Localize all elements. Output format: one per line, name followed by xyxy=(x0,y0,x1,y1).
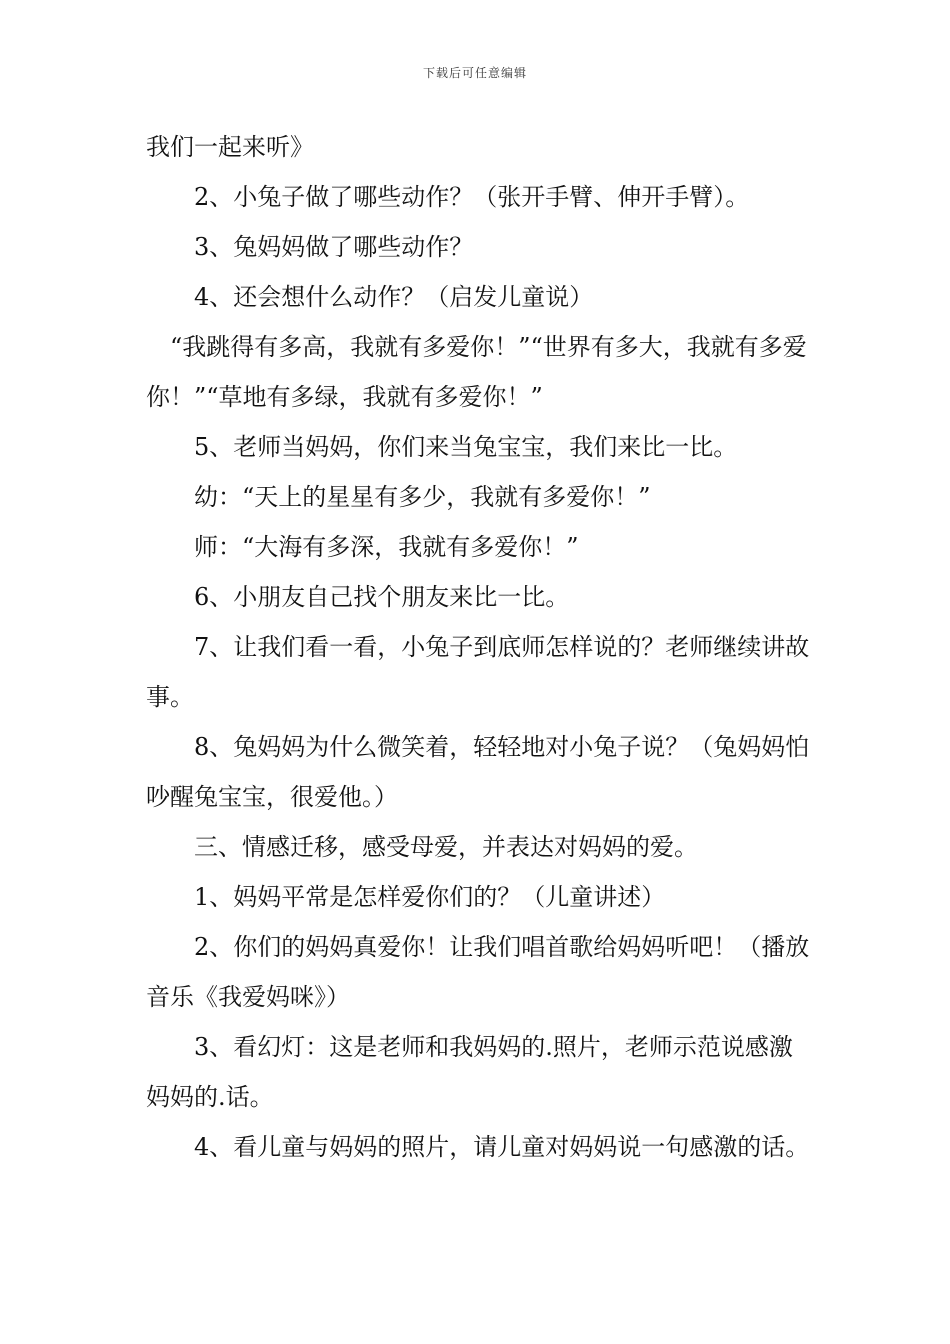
paragraph: 2、小兔子做了哪些动作？（张开手臂、伸开手臂）。 xyxy=(146,183,750,211)
paragraph: 4、看儿童与妈妈的照片，请儿童对妈妈说一句感激的话。 xyxy=(146,1133,810,1161)
document-body xyxy=(146,122,811,1172)
paragraph: 4、还会想什么动作？（启发儿童说） xyxy=(146,283,594,311)
paragraph: 8、兔妈妈为什么微笑着，轻轻地对小兔子说？（兔妈妈怕吵醒兔宝宝，很爱他。） xyxy=(146,733,810,811)
paragraph: 7、让我们看一看，小兔子到底师怎样说的？老师继续讲故事。 xyxy=(146,633,810,711)
page-header: 下载后可任意编辑 xyxy=(422,66,527,80)
paragraph: 5、老师当妈妈，你们来当兔宝宝，我们来比一比。 xyxy=(146,433,738,461)
paragraph: 3、看幻灯：这是老师和我妈妈的.照片，老师示范说感激妈妈的.话。 xyxy=(146,1033,793,1111)
paragraph: 幼：“天上的星星有多少，我就有多爱你！” xyxy=(146,483,651,511)
paragraph: 师：“大海有多深，我就有多爱你！” xyxy=(146,533,579,561)
paragraph: “我跳得有多高，我就有多爱你！”“世界有多大，我就有多爱你！”“草地有多绿，我就有多爱你！” xyxy=(146,333,807,411)
paragraph: 三、情感迁移，感受母爱，并表达对妈妈的爱。 xyxy=(146,833,698,861)
paragraph: 2、你们的妈妈真爱你！让我们唱首歌给妈妈听吧！（播放音乐《我爱妈咪》） xyxy=(146,933,810,1011)
paragraph: 3、兔妈妈做了哪些动作？ xyxy=(146,233,474,261)
paragraph: 我们一起来听》 xyxy=(146,133,314,161)
paragraph: 6、小朋友自己找个朋友来比一比。 xyxy=(146,583,570,611)
paragraph: 1、妈妈平常是怎样爱你们的？（儿童讲述） xyxy=(146,883,666,911)
